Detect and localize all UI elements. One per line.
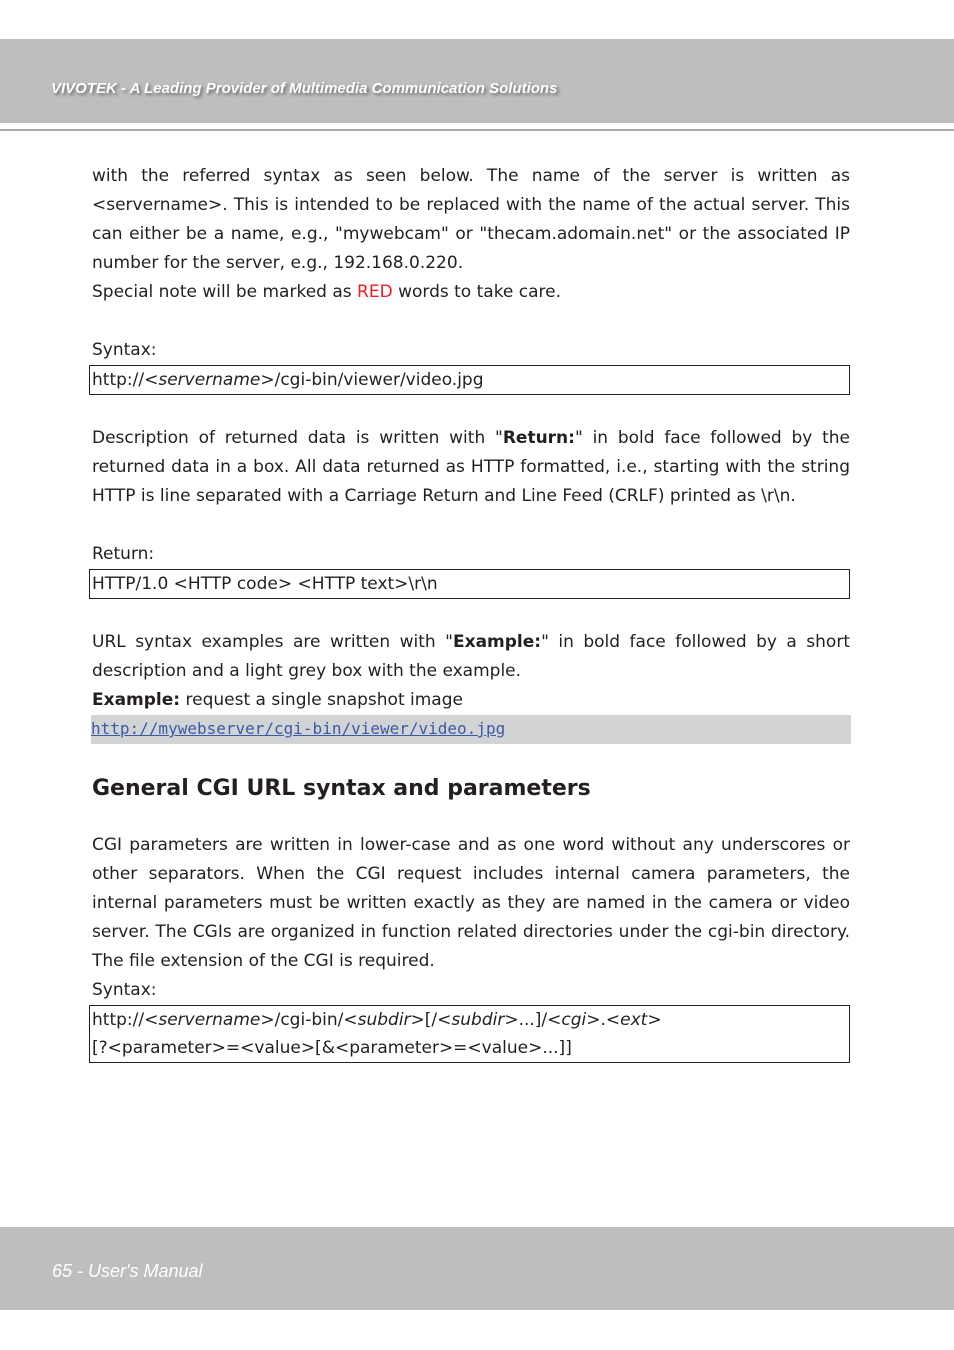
section-body: CGI parameters are written in lower-case and as one word without any underscores or other separators. When the CGI request includes internal camera parameters, the internal parameters must be written exactly as they are named in the camera or video server. The CGIs are organized in function related directories under the cgi-bin directory. The file extension of the CGI is required. xyxy=(92,835,850,971)
syntax-label: Syntax: xyxy=(92,340,157,360)
description-paragraph xyxy=(92,424,850,511)
special-note xyxy=(92,278,850,307)
cgi-syntax-line1: http://<servername>/cgi-bin/<subdir>[/<subdir>...]/<cgi>.<ext> xyxy=(92,1010,662,1030)
url-examples-bold: Example: xyxy=(453,632,542,652)
example-text: request a single snapshot image xyxy=(180,690,463,710)
description-pre: Description of returned data is written with " xyxy=(92,428,503,448)
page-content xyxy=(92,162,850,1063)
description-bold: Return: xyxy=(502,428,575,448)
cgi-syntax-line2: [?<parameter>=<value>[&<parameter>=<value>...]] xyxy=(92,1038,572,1058)
section-syntax-label: Syntax: xyxy=(92,980,157,1000)
header-divider xyxy=(0,129,954,131)
syntax-box xyxy=(89,365,850,395)
header-title: VIVOTEK - A Leading Provider of Multimedia Communication Solutions xyxy=(51,80,558,97)
url-examples-post: " in bold face followed by a short description and a light grey box with the example. xyxy=(92,632,850,681)
url-examples-pre: URL syntax examples are written with " xyxy=(92,632,453,652)
section-heading: General CGI URL syntax and parameters xyxy=(92,776,591,801)
example-label: Example: xyxy=(92,690,181,710)
example-box xyxy=(91,715,851,744)
return-box: HTTP/1.0 <HTTP code> <HTTP text>\r\n xyxy=(89,569,850,599)
cgi-syntax-box xyxy=(89,1005,850,1063)
special-note-post: words to take care. xyxy=(392,282,562,302)
url-examples-paragraph xyxy=(92,628,850,686)
example-url-link[interactable]: http://mywebserver/cgi-bin/viewer/video.jpg xyxy=(91,719,506,738)
footer-page-label: 65 - User's Manual xyxy=(52,1261,203,1281)
description-post: " in bold face followed by the returned data in a box. All data returned as HTTP formatted, i.e., starting with the string HTTP is line separated with a Carriage Return and Line Feed (CRLF) printed as \r\n. xyxy=(92,428,851,506)
syntax-suffix: /cgi-bin/viewer/video.jpg xyxy=(274,370,484,390)
intro-paragraph: with the referred syntax as seen below. The name of the server is written as <servername>. This is intended to be replaced with the name of the actual server. This can either be a name, e.g., "mywebcam" or "thecam.adomain.net" or the associated IP number for the server, e.g., 192.168.0.220. xyxy=(92,166,850,273)
return-label: Return: xyxy=(92,544,155,564)
example-line xyxy=(92,686,850,715)
red-word: RED xyxy=(357,282,393,302)
syntax-servername: <servername> xyxy=(144,370,275,390)
special-note-pre: Special note will be marked as xyxy=(92,282,358,302)
syntax-prefix: http:// xyxy=(92,370,145,390)
